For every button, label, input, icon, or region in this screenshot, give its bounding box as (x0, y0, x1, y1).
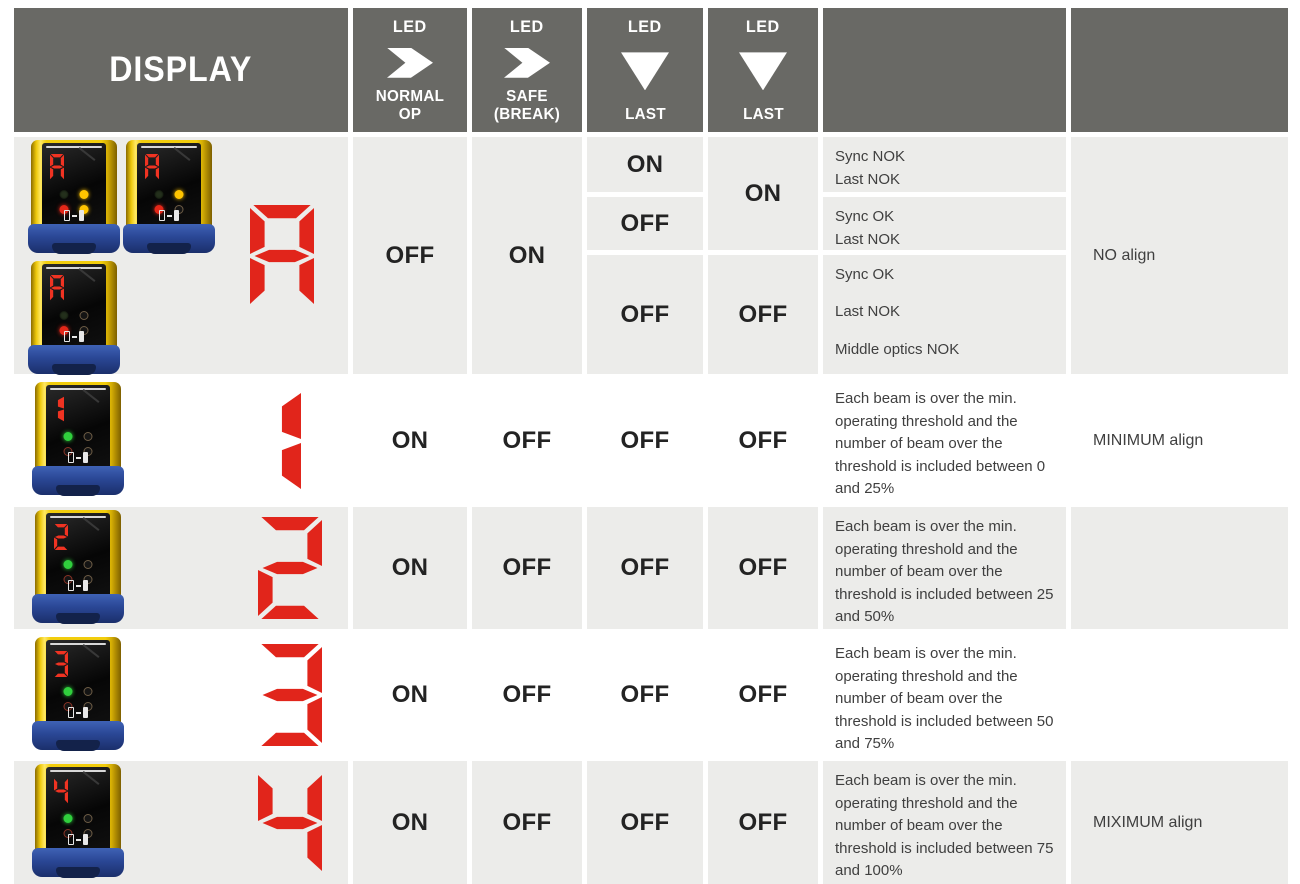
device-panel (46, 767, 110, 852)
digit-wrap (232, 761, 348, 884)
chevron-right-icon (387, 48, 433, 78)
device-digit (54, 524, 68, 550)
safe-break-state: OFF (472, 634, 582, 756)
device-image (32, 764, 124, 878)
connector-fill (79, 331, 84, 342)
device-panel (42, 264, 106, 349)
connector-fill (83, 580, 88, 591)
last-label: LAST (742, 105, 784, 123)
last2-state: ON (708, 137, 818, 250)
led-indicator-ring (84, 687, 93, 696)
device-group (14, 379, 232, 502)
description-cell (823, 255, 1066, 374)
device-base (123, 224, 215, 253)
last2-substack (708, 137, 818, 374)
led-indicator-off (60, 311, 69, 320)
device-digit (54, 651, 68, 677)
device-base (28, 345, 120, 374)
safe-break-state: OFF (472, 379, 582, 502)
seven-segment-digit-1 (279, 390, 301, 492)
description-cell: Each beam is over the min. operating threshold and the number of beam over the threshold is included between 25 and 50% (823, 507, 1066, 629)
led-indicator-ring (84, 432, 93, 441)
device-digit (57, 396, 64, 422)
led-indicator-green (64, 687, 73, 696)
connector-outline (68, 452, 74, 463)
led-label: LED (510, 17, 544, 36)
header-description-spacer (823, 8, 1066, 132)
chevron-right-icon (504, 48, 550, 78)
digit-wrap (232, 507, 348, 629)
connector-fill (83, 707, 88, 718)
last1-state: OFF (587, 255, 703, 374)
header-align-spacer (1071, 8, 1288, 132)
connector-icon (68, 580, 88, 591)
led-label: LED (746, 17, 780, 36)
safe-break-state: OFF (472, 761, 582, 884)
last1-state: OFF (587, 379, 703, 502)
description-line: Middle optics NOK (835, 340, 960, 358)
device-image (32, 637, 124, 751)
led-indicator-yellow (80, 190, 89, 199)
digit-wrap (215, 137, 348, 374)
connector-dash (72, 215, 77, 217)
device-group (14, 137, 215, 374)
display-cell-4 (14, 761, 348, 884)
connector-icon (68, 707, 88, 718)
description-cell (823, 197, 1066, 250)
device-digit (54, 778, 68, 804)
device-base (32, 594, 124, 623)
triangle-down-icon (621, 52, 669, 90)
description-line: Sync OK (835, 208, 895, 225)
device-base (32, 466, 124, 495)
description-cell: Each beam is over the min. operating threshold and the number of beam over the threshold is included between 75 and 100% (823, 761, 1066, 884)
device-image (123, 140, 215, 254)
normal-op-state: ON (353, 507, 467, 629)
last1-state: ON (587, 137, 703, 192)
header-led-safe-break (472, 8, 582, 132)
digit-wrap (232, 379, 348, 502)
device-base (32, 848, 124, 877)
device-digit (145, 154, 159, 180)
connector-dash (76, 585, 81, 587)
connector-icon (159, 210, 179, 221)
connector-dash (72, 336, 77, 338)
device-image (28, 140, 120, 254)
led-indicator-green (64, 814, 73, 823)
device-group (14, 634, 232, 756)
device-panel (137, 143, 201, 228)
description-line: Last NOK (835, 303, 901, 321)
led-indicator-ring (84, 560, 93, 569)
last2-state: OFF (708, 255, 818, 374)
align-cell (1071, 634, 1288, 756)
display-cell-a (14, 137, 348, 374)
last2-state: OFF (708, 761, 818, 884)
header-led-last-1 (587, 8, 703, 132)
description-line: Sync NOK (835, 148, 906, 165)
connector-outline (64, 331, 70, 342)
display-header-label: DISPLAY (109, 50, 253, 89)
led-indicator-yellow (175, 190, 184, 199)
led-label: LED (393, 17, 427, 36)
description-substack (823, 137, 1066, 374)
device-digit (50, 154, 64, 180)
led-indicator-green (64, 432, 73, 441)
normal-op-state: ON (353, 634, 467, 756)
description-line: Sync OK (835, 266, 895, 283)
device-image (32, 382, 124, 496)
device-panel (46, 640, 110, 725)
last-label: LAST (624, 105, 666, 123)
display-cell-2 (14, 507, 348, 629)
align-cell: MINIMUM align (1071, 379, 1288, 502)
display-cell-3 (14, 634, 348, 756)
led-indicator-ring (80, 311, 89, 320)
safe-break-state: OFF (472, 507, 582, 629)
normal-op-state: ON (353, 379, 467, 502)
description-cell (823, 137, 1066, 192)
led-indicator-ring (84, 814, 93, 823)
normal-op-label: NORMAL OP (375, 88, 445, 123)
digit-wrap (232, 634, 348, 756)
device-panel (46, 385, 110, 470)
connector-outline (68, 834, 74, 845)
connector-dash (76, 839, 81, 841)
description-cell: Each beam is over the min. operating threshold and the number of beam over the threshold is included between 0 and 25% (823, 379, 1066, 502)
align-cell (1071, 507, 1288, 629)
last2-state: OFF (708, 379, 818, 502)
connector-fill (79, 210, 84, 221)
connector-dash (76, 712, 81, 714)
connector-icon (68, 834, 88, 845)
seven-segment-digit-3 (258, 644, 322, 746)
led-indicator-off (155, 190, 164, 199)
connector-fill (83, 834, 88, 845)
display-cell-1 (14, 379, 348, 502)
led-status-table (14, 8, 1288, 884)
device-panel (46, 513, 110, 598)
triangle-down-icon (739, 52, 787, 90)
connector-dash (167, 215, 172, 217)
last1-substack (587, 137, 703, 374)
align-cell: NO align (1071, 137, 1288, 374)
connector-outline (68, 580, 74, 591)
connector-outline (68, 707, 74, 718)
led-indicator-green (64, 560, 73, 569)
last2-state: OFF (708, 507, 818, 629)
device-group (14, 761, 232, 884)
connector-icon (68, 452, 88, 463)
device-panel (42, 143, 106, 228)
connector-fill (174, 210, 179, 221)
device-digit (50, 275, 64, 301)
device-base (32, 721, 124, 750)
last1-state: OFF (587, 197, 703, 250)
led-indicator-off (60, 190, 69, 199)
header-display-cell (14, 8, 348, 132)
header-led-normal-op (353, 8, 467, 132)
last1-state: OFF (587, 634, 703, 756)
device-base (28, 224, 120, 253)
connector-icon (64, 331, 84, 342)
normal-op-state: OFF (353, 137, 467, 374)
last2-state: OFF (708, 634, 818, 756)
connector-outline (64, 210, 70, 221)
seven-segment-digit-4 (258, 772, 322, 874)
header-led-last-2 (708, 8, 818, 132)
led-label: LED (628, 17, 662, 36)
seven-segment-digit-a (250, 205, 314, 307)
device-image (28, 261, 120, 375)
last1-state: OFF (587, 507, 703, 629)
safe-break-label: SAFE (BREAK) (493, 88, 561, 123)
description-cell: Each beam is over the min. operating threshold and the number of beam over the threshold is included between 50 and 75% (823, 634, 1066, 756)
device-image (32, 510, 124, 624)
align-cell: MIXIMUM align (1071, 761, 1288, 884)
seven-segment-digit-2 (258, 517, 322, 619)
last1-state: OFF (587, 761, 703, 884)
safe-break-state: ON (472, 137, 582, 374)
connector-icon (64, 210, 84, 221)
connector-outline (159, 210, 165, 221)
connector-dash (76, 457, 81, 459)
device-group (14, 507, 232, 629)
description-line: Last NOK (835, 170, 901, 188)
description-line: Last NOK (835, 230, 901, 248)
connector-fill (83, 452, 88, 463)
normal-op-state: ON (353, 761, 467, 884)
